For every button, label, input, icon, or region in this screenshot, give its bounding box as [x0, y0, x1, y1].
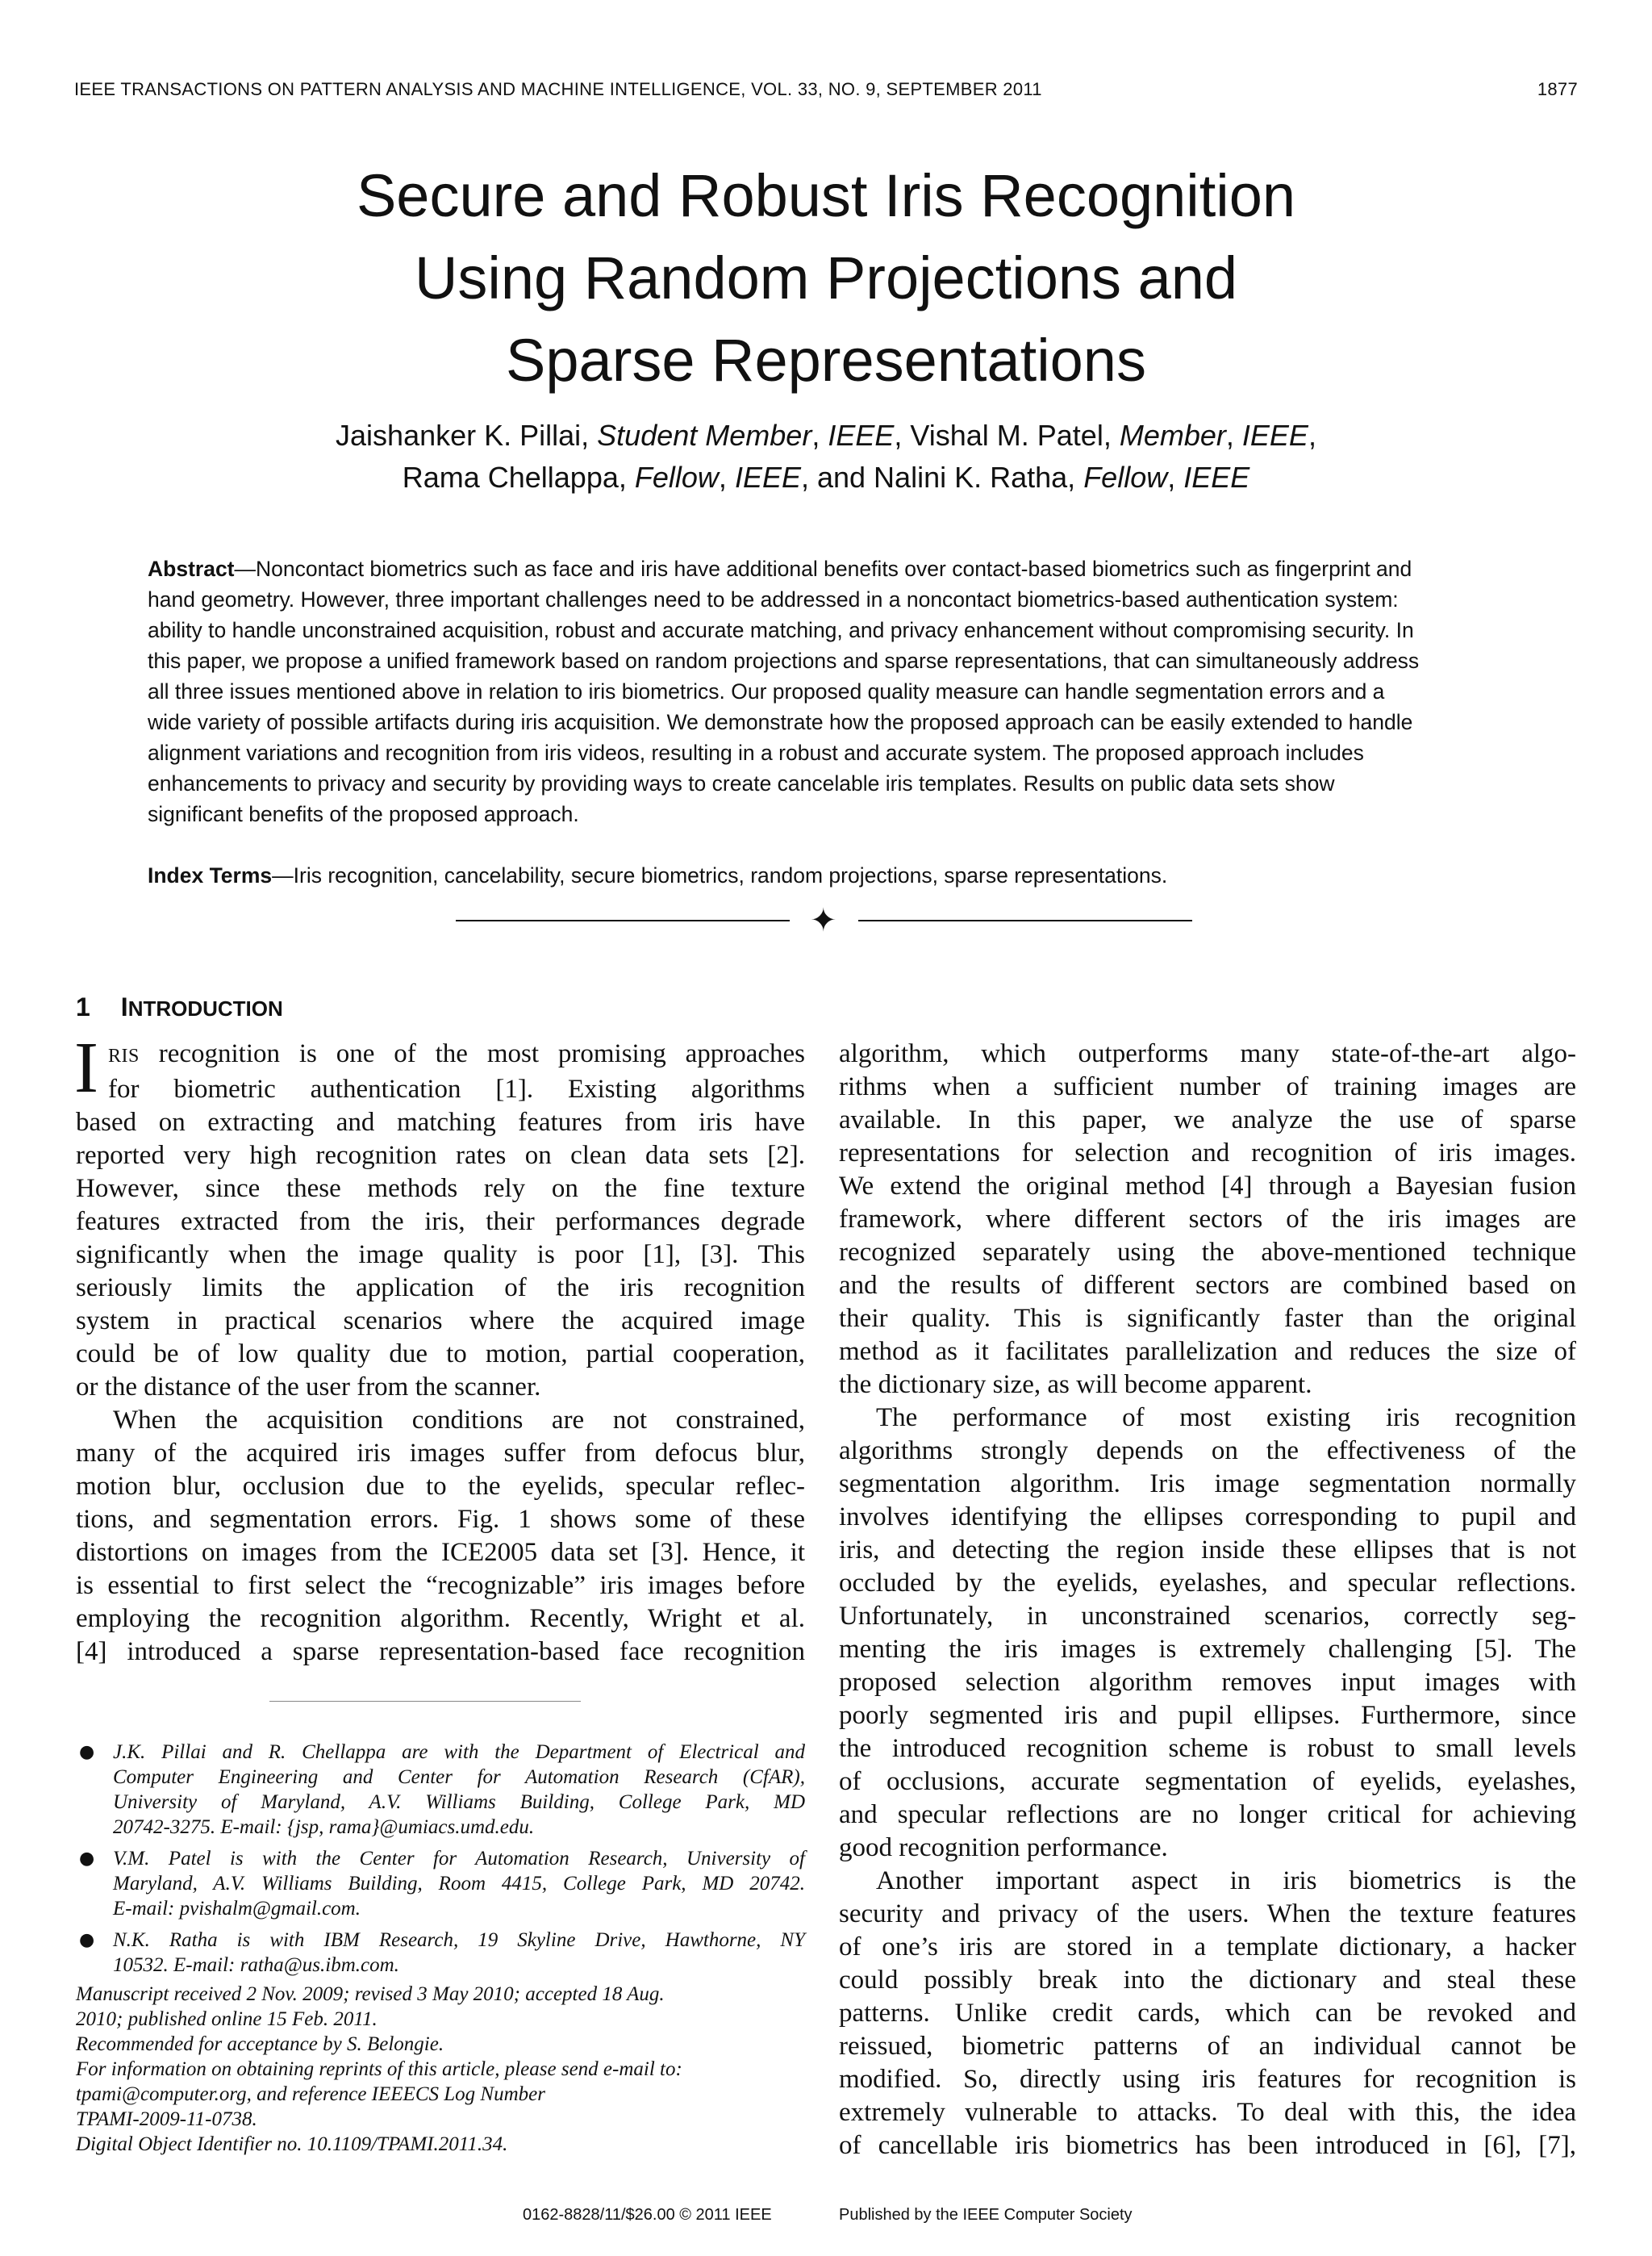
body-line: or the distance of the user from the scanner.	[76, 1372, 541, 1402]
body-line: representations for selection and recognition of iris images.	[839, 1138, 1576, 1168]
authors-line-1	[121, 415, 1531, 457]
manuscript-line: tpami@computer.org, and reference IEEECS Log Number	[76, 2083, 545, 2105]
title-line-1: Secure and Robust Iris Recognition	[356, 162, 1296, 229]
body-line: menting the iris images is extremely challenging [5]. The	[839, 1635, 1576, 1664]
index-terms-text: —Iris recognition, cancelability, secure biometrics, random projections, sparse representations.	[272, 863, 1168, 888]
manuscript-info	[76, 1982, 805, 2157]
body-line: is essential to first select the “recognizable” iris images before	[76, 1571, 805, 1600]
author-2-comma: ,	[1225, 419, 1242, 452]
body-line: segmentation algorithm. Iris image segmentation normally	[839, 1469, 1576, 1498]
body-line: RIS recognition is one of the most promising approaches	[108, 1039, 805, 1068]
page-number: 1877	[1537, 79, 1578, 99]
body-line: modified. So, directly using iris features for recognition is	[839, 2065, 1576, 2094]
body-line: [4] introduced a sparse representation-based face recognition	[76, 1637, 805, 1666]
body-line: However, since these methods rely on the fine texture	[76, 1174, 805, 1203]
manuscript-line: For information on obtaining reprints of this article, please send e-mail to:	[76, 2058, 682, 2080]
manuscript-line: Manuscript received 2 Nov. 2009; revised 3 May 2010; accepted 18 Aug.	[76, 1983, 665, 2005]
right-column	[839, 1038, 1576, 2162]
bullet-icon: ●	[79, 1849, 95, 1869]
section-heading	[76, 992, 283, 1022]
body-line: iris, and detecting the region inside these ellipses that is not	[839, 1535, 1576, 1565]
body-line: extremely vulnerable to attacks. To deal with this, the idea	[839, 2098, 1576, 2127]
abstract-line: enhancements to privacy and security by providing ways to create cancelable iris templates. Results on public data sets show	[148, 771, 1335, 796]
title-line-3: Sparse Representations	[506, 327, 1146, 394]
body-line: based on extracting and matching features from iris have	[76, 1108, 805, 1137]
small-caps-word: RIS	[108, 1046, 140, 1067]
index-terms	[148, 860, 1508, 891]
left-column	[74, 1028, 805, 1669]
author-4-comma: ,	[1167, 461, 1184, 494]
manuscript-line: Digital Object Identifier no. 10.1109/TPAMI.2011.34.	[76, 2133, 508, 2155]
body-line: patterns. Unlike credit cards, which can be revoked and	[839, 1999, 1576, 2028]
drop-cap: I	[74, 1028, 98, 1108]
author-2-org: IEEE	[1241, 419, 1308, 452]
footnote-item: ● V.M. Patel is with the Center for Automation Research, University of Maryland, A.V. Williams Building, Room 4415, College Park, MD 20742. E-mail: pvishalm@gmail.com.	[79, 1848, 805, 1920]
body-line: occluded by the eyelids, eyelashes, and specular reflections.	[839, 1569, 1576, 1598]
abstract-line: wide variety of possible artifacts during iris acquisition. We demonstrate how the proposed approach can be easily extended to handle	[148, 710, 1413, 734]
divider-rule-left	[456, 920, 790, 921]
section-title-initial: I	[120, 992, 128, 1021]
body-line: Unfortunately, in unconstrained scenarios, correctly seg-	[839, 1602, 1576, 1631]
body-line: available. In this paper, we analyze the use of sparse	[839, 1105, 1576, 1134]
body-line: many of the acquired iris images suffer from defocus blur,	[76, 1439, 805, 1468]
abstract-line: all three issues mentioned above in relation to iris biometrics. Our proposed quality measure can handle segmentation errors and a	[148, 679, 1385, 704]
body-line: tions, and segmentation errors. Fig. 1 shows some of these	[76, 1505, 805, 1534]
footnote-item: ● N.K. Ratha is with IBM Research, 19 Skyline Drive, Hawthorne, NY 10532. E-mail: ratha@us.ibm.com.	[79, 1929, 805, 1976]
body-line: could possibly break into the dictionary and steal these	[839, 1966, 1576, 1995]
author-4-name: , and Nalini K. Ratha,	[800, 461, 1084, 494]
manuscript-line: Recommended for acceptance by S. Belongie.	[76, 2033, 444, 2055]
body-line: for biometric authentication [1]. Existing algorithms	[108, 1075, 805, 1104]
body-line: security and privacy of the users. When the texture features	[839, 1899, 1576, 1928]
section-title-rest: NTRODUCTION	[127, 996, 283, 1021]
diamond-ornament-icon: ✦	[810, 902, 837, 939]
title-line-2: Using Random Projections and	[414, 244, 1238, 311]
author-3-role: Fellow	[634, 461, 719, 494]
body-line: the dictionary size, as will become apparent.	[839, 1370, 1312, 1399]
body-line: proposed selection algorithm removes input images with	[839, 1668, 1576, 1697]
body-line: motion blur, occlusion due to the eyelids, specular reflec-	[76, 1472, 805, 1501]
body-line: employing the recognition algorithm. Recently, Wright et al.	[76, 1604, 805, 1633]
author-1-name: Jaishanker K. Pillai,	[336, 419, 598, 452]
body-line: algorithms strongly depends on the effectiveness of the	[839, 1436, 1576, 1465]
abstract-line: ability to handle unconstrained acquisition, robust and accurate matching, and privacy enhancement without compromising security. In	[148, 618, 1414, 642]
copyright-footer: 0162-8828/11/$26.00 © 2011 IEEE	[523, 2206, 772, 2224]
body-line: involves identifying the ellipses corresponding to pupil and	[839, 1502, 1576, 1531]
body-line: We extend the original method [4] through a Bayesian fusion	[839, 1172, 1576, 1201]
body-line: poorly segmented iris and pupil ellipses. Furthermore, since	[839, 1701, 1576, 1730]
author-2-role: Member	[1119, 419, 1226, 452]
abstract-line: this paper, we propose a unified framework based on random projections and sparse representations, that can simultaneously address	[148, 649, 1420, 673]
index-terms-label: Index Terms	[148, 863, 273, 888]
body-line: good recognition performance.	[839, 1833, 1168, 1862]
body-line: The performance of most existing iris recognition	[876, 1403, 1576, 1432]
bullet-icon: ●	[79, 1742, 95, 1762]
body-line: seriously limits the application of the iris recognition	[76, 1273, 805, 1302]
abstract-line: hand geometry. However, three important challenges need to be addressed in a noncontact biometrics-based authentication system:	[148, 587, 1399, 612]
author-list	[121, 415, 1531, 499]
manuscript-line: TPAMI-2009-11-0738.	[76, 2108, 257, 2130]
abstract-line: alignment variations and recognition from iris videos, resulting in a robust and accurate system. The proposed approach includes	[148, 741, 1364, 765]
author-2-trail: ,	[1308, 419, 1316, 452]
running-head	[74, 79, 1578, 103]
body-line: reissued, biometric patterns of an individual cannot be	[839, 2032, 1576, 2061]
author-3-name: Rama Chellappa,	[402, 461, 635, 494]
footnote-rule	[269, 1701, 581, 1702]
body-line: rithms when a sufficient number of training images are	[839, 1072, 1576, 1101]
journal-info: IEEE TRANSACTIONS ON PATTERN ANALYSIS AND MACHINE INTELLIGENCE, VOL. 33, NO. 9, SEPTEMBER 2011	[74, 79, 1042, 99]
author-2-name: , Vishal M. Patel,	[894, 419, 1120, 452]
body-line: and the results of different sectors are combined based on	[839, 1271, 1576, 1300]
body-line: the introduced recognition scheme is robust to small levels	[839, 1734, 1576, 1763]
body-line: reported very high recognition rates on clean data sets [2].	[76, 1141, 805, 1170]
section-number: 1	[76, 992, 90, 1021]
author-1-role: Student Member	[597, 419, 812, 452]
author-4-org: IEEE	[1183, 461, 1250, 494]
body-line: of occlusions, accurate segmentation of eyelids, eyelashes,	[839, 1767, 1576, 1796]
body-line: of one’s iris are stored in a template dictionary, a hacker	[839, 1932, 1576, 1961]
body-line: When the acquisition conditions are not constrained,	[113, 1406, 805, 1435]
bullet-icon: ●	[79, 1930, 95, 1950]
body-line: method as it facilitates parallelization and reduces the size of	[839, 1337, 1576, 1366]
body-line: of cancellable iris biometrics has been introduced in [6], [7],	[839, 2131, 1576, 2160]
abstract-line: significant benefits of the proposed approach.	[148, 802, 579, 826]
body-line: algorithm, which outperforms many state-of-the-art algo-	[839, 1039, 1576, 1068]
abstract-line: Abstract—Noncontact biometrics such as face and iris have additional benefits over contact-based biometrics such as fingerprint and	[148, 557, 1412, 581]
publisher-footer: Published by the IEEE Computer Society	[839, 2206, 1133, 2224]
body-line: could be of low quality due to motion, partial cooperation,	[76, 1339, 805, 1368]
body-line: and specular reflections are no longer critical for achieving	[839, 1800, 1576, 1829]
author-affiliations	[76, 1740, 805, 1984]
manuscript-line: 2010; published online 15 Feb. 2011.	[76, 2008, 378, 2030]
body-line: system in practical scenarios where the acquired image	[76, 1306, 805, 1335]
author-1-org: IEEE	[828, 419, 895, 452]
paper-title	[121, 155, 1531, 402]
divider-rule-right	[858, 920, 1192, 921]
body-line: recognized separately using the above-mentioned technique	[839, 1238, 1576, 1267]
footnote-item: ● J.K. Pillai and R. Chellappa are with the Department of Electrical and Computer Engineering and Center for Automation Research (CfAR), University of Maryland, A.V. Williams Building, College Park, MD 20742-3275. E-mail: {jsp, rama}@umiacs.umd.edu.	[79, 1741, 805, 1838]
body-line: Another important aspect in iris biometrics is the	[876, 1866, 1576, 1895]
body-line: features extracted from the iris, their performances degrade	[76, 1207, 805, 1236]
author-1-comma: ,	[811, 419, 828, 452]
abstract	[148, 554, 1508, 829]
abstract-label: Abstract	[148, 557, 235, 581]
author-3-comma: ,	[718, 461, 735, 494]
body-line: significantly when the image quality is poor [1], [3]. This	[76, 1240, 805, 1269]
author-4-role: Fellow	[1083, 461, 1168, 494]
body-line: framework, where different sectors of the iris images are	[839, 1205, 1576, 1234]
authors-line-2	[121, 457, 1531, 499]
body-line: their quality. This is significantly faster than the original	[839, 1304, 1576, 1333]
body-line: distortions on images from the ICE2005 data set [3]. Hence, it	[76, 1538, 805, 1567]
author-3-org: IEEE	[734, 461, 801, 494]
